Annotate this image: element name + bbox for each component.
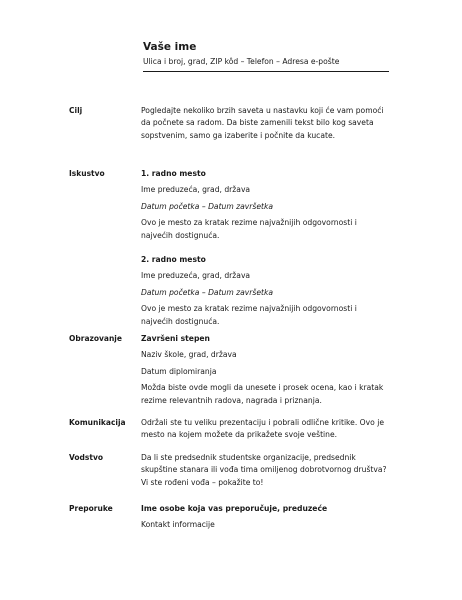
- leadership-text: Da li ste predsednik studentske organizacije, predsednik skupštine stanara ili vođa tima omiljenog dobrotvornog društva? Vi ste rođeni vođa – pokažite to!: [141, 453, 387, 487]
- job-company: Ime preduzeća, grad, država: [141, 185, 251, 195]
- section-label-education: Obrazovanje: [69, 334, 122, 343]
- job-dates: Datum početka – Datum završetka: [141, 201, 274, 211]
- education-date: Datum diplomiranja: [141, 366, 217, 376]
- leadership-content: [141, 452, 391, 489]
- communication-content: [141, 417, 391, 442]
- job-title: 1. radno mesto: [141, 169, 206, 178]
- education-content: [141, 333, 391, 407]
- job-entry: [141, 254, 391, 328]
- communication-text: Održali ste tu veliku prezentaciju i pobrali odlične kritike. Ovo je mesto na kojem možete da prikažete svoje veštine.: [141, 418, 384, 440]
- education-note: Možda biste ovde mogli da unesete i prosek ocena, kao i kratak rezime relevantnih radova, nagrada i priznanja.: [141, 383, 384, 405]
- reference-name: Ime osobe koja vas preporučuje, preduzeće: [141, 504, 328, 513]
- references-content: [141, 503, 391, 532]
- education-degree: Završeni stepen: [141, 334, 210, 343]
- resume-header: [143, 40, 389, 67]
- education-school: Naziv škole, grad, država: [141, 350, 237, 360]
- section-label-objective: Cilj: [69, 106, 83, 115]
- job-description: Ovo je mesto za kratak rezime najvažnijih odgovornosti i najvećih dostignuća.: [141, 304, 357, 326]
- job-description: Ovo je mesto za kratak rezime najvažnijih odgovornosti i najvećih dostignuća.: [141, 218, 357, 240]
- job-company: Ime preduzeća, grad, država: [141, 271, 251, 281]
- objective-content: [141, 105, 391, 142]
- candidate-name: Vaše ime: [143, 41, 197, 53]
- objective-text: Pogledajte nekoliko brzih saveta u nastavku koji će vam pomoći da počnete sa radom. Da biste zamenili tekst bilo kog saveta sopstvenim, samo ga izaberite i počnite da kucate.: [141, 106, 384, 140]
- section-label-experience: Iskustvo: [69, 169, 105, 178]
- reference-contact: Kontakt informacije: [141, 520, 215, 530]
- contact-line: Ulica i broj, grad, ZIP kôd – Telefon – Adresa e-pošte: [143, 57, 340, 66]
- job-dates: Datum početka – Datum završetka: [141, 287, 274, 297]
- header-divider: [143, 71, 389, 72]
- section-label-references: Preporuke: [69, 504, 113, 513]
- experience-content: [141, 168, 391, 328]
- job-entry: [141, 168, 391, 242]
- section-label-leadership: Vodstvo: [69, 453, 104, 462]
- section-label-communication: Komunikacija: [69, 418, 126, 427]
- job-title: 2. radno mesto: [141, 255, 206, 265]
